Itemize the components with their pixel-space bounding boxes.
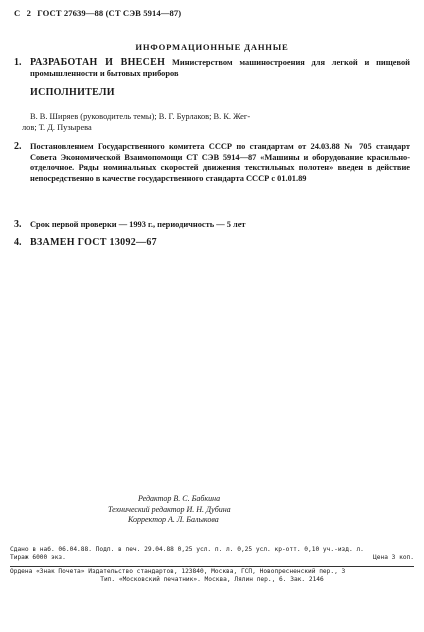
section-4	[14, 238, 410, 249]
print-imprint	[10, 546, 414, 561]
section-2-number: 2.	[14, 141, 22, 152]
executors-line-2: лов; Т. Д. Пузырева	[22, 122, 92, 132]
imprint-line-1: Сдано в наб. 06.04.88. Подп. в печ. 29.04.88 0,25 усл. п. л. 0,25 усл. кр-отт. 0,10 уч.-изд. л.	[10, 546, 364, 553]
executors-list	[22, 112, 402, 133]
price: Цена 3 коп.	[373, 553, 414, 561]
section-2	[14, 142, 410, 184]
editor-credit: Редактор В. С. Бабкина	[138, 494, 221, 503]
publisher-line: Ордена «Знак Почета» Издательство стандартов, 123840, Москва, ГСП, Новопресненский пер., 3	[10, 568, 346, 575]
section-title: ИНФОРМАЦИОННЫЕ ДАННЫЕ	[135, 42, 289, 52]
executors-heading: ИСПОЛНИТЕЛИ	[30, 87, 115, 98]
executors-line-1: В. В. Ширяев (руководитель темы); В. Г. Бурлаков; В. К. Жег-	[30, 112, 251, 121]
editorial-credits	[108, 494, 231, 526]
section-1-number: 1.	[14, 57, 22, 68]
section-3-number: 3.	[14, 219, 22, 230]
printer-line: Тип. «Московский печатник». Москва, Лялин пер., 6. Зак. 2146	[100, 575, 324, 583]
standard-designation: ГОСТ 27639—88 (СТ СЭВ 5914—87)	[37, 8, 182, 18]
print-run: Тираж 6000 экз.	[10, 553, 66, 561]
section-1-lead: РАЗРАБОТАН И ВНЕСЕН	[30, 57, 166, 68]
running-header	[14, 8, 181, 18]
page-letter: С	[14, 8, 21, 18]
section-2-text: Постановлением Государственного комитета СССР по стандартам от 24.03.88 № 705 стандарт Совета Экономической Взаимопомощи СТ СЭВ 5914—87 «Машины и оборудование красильно-отделочное. Ряды номинальных скоростей движения текстильных полотен» введен в действие непосредственно в качестве государственного стандарта СССР с 01.01.89	[30, 142, 410, 183]
section-4-text: ВЗАМЕН ГОСТ 13092—67	[30, 237, 157, 248]
section-4-number: 4.	[14, 237, 22, 248]
page-number: 2	[26, 8, 31, 18]
publisher-info	[10, 568, 414, 584]
imprint-line-2	[10, 554, 414, 562]
section-3-text: Срок первой проверки — 1993 г., периодичность — 5 лет	[30, 220, 246, 229]
section-1-text: Министерством машиностроения для легкой и пищевой промышленности и бытовых приборов	[30, 58, 411, 78]
proofreader-credit: Корректор А. Л. Балыкова	[128, 515, 219, 524]
section-1	[14, 58, 410, 79]
section-3	[14, 220, 410, 231]
imprint-divider	[10, 566, 414, 567]
technical-editor-credit: Технический редактор И. Н. Дубина	[108, 504, 231, 514]
